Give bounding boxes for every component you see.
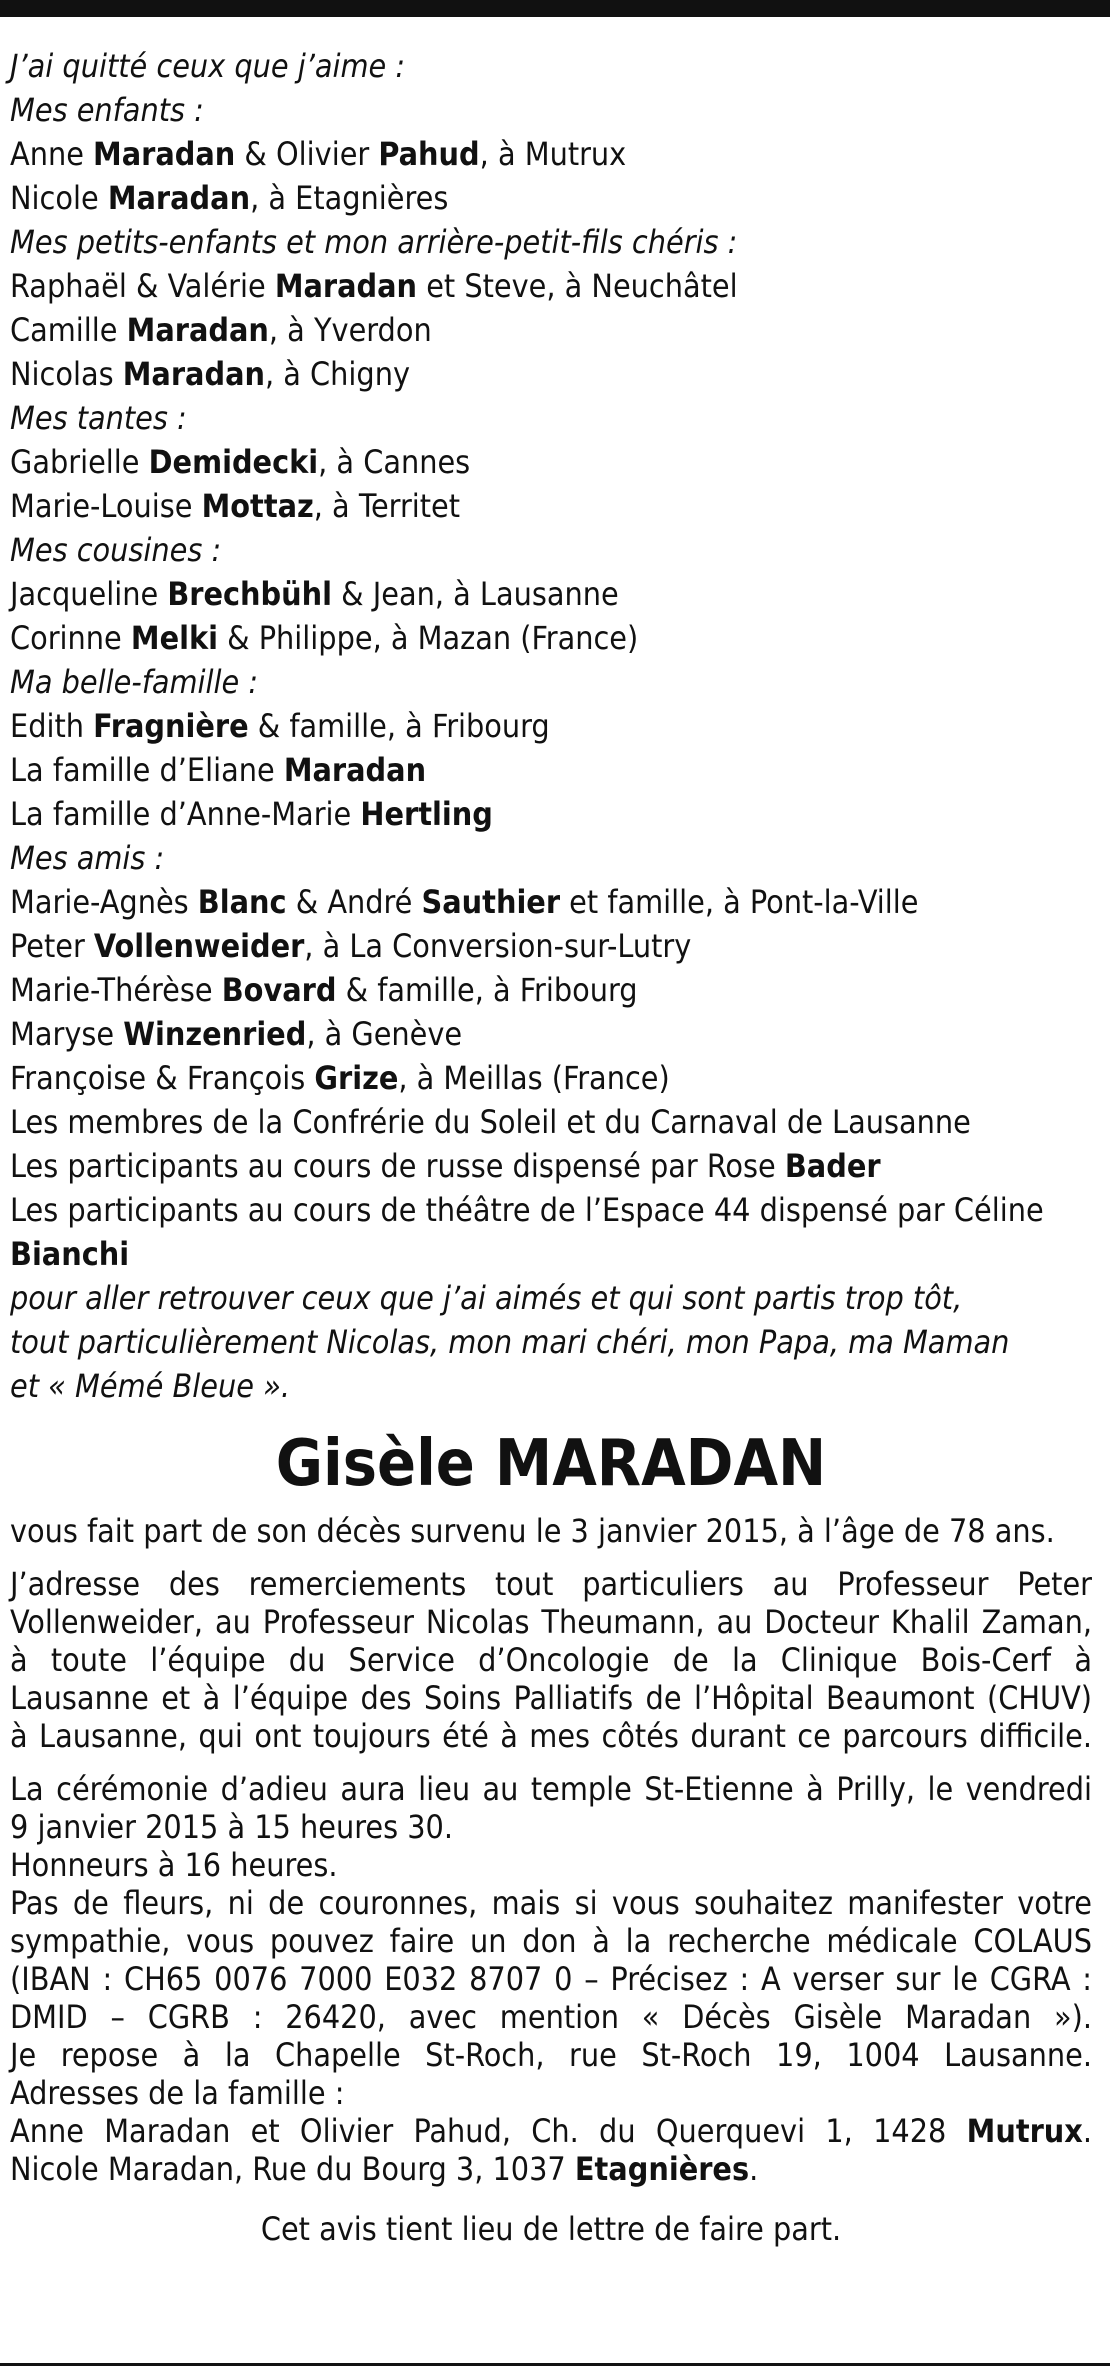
text-run: & Jean, à Lausanne — [332, 575, 619, 613]
surname: Melki — [130, 619, 218, 657]
text-run: Honneurs à 16 heures. — [10, 1846, 338, 1884]
text-run: DMID – CGRB : 26420, avec mention « Décès Gisèle Maradan »). — [10, 1998, 1092, 2036]
text-run: Marie-Agnès — [10, 883, 198, 921]
ceremony-line — [10, 1808, 1092, 1846]
text-run: Camille — [10, 311, 127, 349]
surname: Bader — [784, 1147, 881, 1185]
text-run: & famille, à Fribourg — [336, 971, 638, 1009]
surname: Maradan — [283, 751, 427, 789]
surname: Pahud — [378, 135, 480, 173]
group-heading: Mes tantes : — [10, 399, 187, 437]
text-run: et famille, à Pont-la-Ville — [560, 883, 919, 921]
surname: Maradan — [107, 179, 251, 217]
family-member-line — [10, 308, 1092, 352]
thanks-line: à Lausanne, qui ont toujours été à mes côtés durant ce parcours difficile. — [10, 1717, 1092, 1755]
family-member-line — [10, 1232, 1092, 1276]
text-run: Marie-Louise — [10, 487, 202, 525]
ceremony-line — [10, 1998, 1092, 2036]
thanks-line: Lausanne et à l’équipe des Soins Palliatifs de l’Hôpital Beaumont (CHUV) — [10, 1679, 1092, 1717]
surname: Mottaz — [201, 487, 314, 525]
text-run: (IBAN : CH65 0076 7000 E032 8707 0 – Précisez : A verser sur le CGRA : — [10, 1960, 1092, 1998]
obituary-notice — [10, 44, 1092, 2248]
text-run: Anne Maradan et Olivier Pahud, Ch. du Querquevi 1, 1428 — [10, 2112, 967, 2150]
thanks-line: Vollenweider, au Professeur Nicolas Theumann, au Docteur Khalil Zaman, — [10, 1603, 1092, 1641]
text-run: Nicolas — [10, 355, 123, 393]
text-run: Marie-Thérèse — [10, 971, 222, 1009]
surname: Hertling — [360, 795, 493, 833]
text-run: , à Mutrux — [479, 135, 627, 173]
text-run: Raphaël & Valérie — [10, 267, 275, 305]
family-member-line — [10, 616, 1092, 660]
ceremony-line — [10, 2036, 1092, 2074]
text-run: . — [749, 2150, 759, 2188]
text-run: Les participants au cours de théâtre de l’Espace 44 dispensé par Céline — [10, 1191, 1044, 1229]
family-member-line — [10, 176, 1092, 220]
text-run: . — [1082, 2112, 1092, 2150]
family-member-line — [10, 968, 1092, 1012]
text-run: La cérémonie d’adieu aura lieu au temple St-Etienne à Prilly, le vendredi — [10, 1770, 1092, 1808]
family-member-line — [10, 352, 1092, 396]
surname: Blanc — [197, 883, 287, 921]
family-member-line — [10, 880, 1092, 924]
announcement-line: vous fait part de son décès survenu le 3 janvier 2015, à l’âge de 78 ans. — [10, 1512, 1055, 1550]
surname: Bovard — [221, 971, 337, 1009]
text-run: , à La Conversion-sur-Lutry — [304, 927, 692, 965]
text-run: Nicole — [10, 179, 108, 217]
group-heading: Mes petits-enfants et mon arrière-petit-fils chéris : — [10, 223, 738, 261]
surname: Mutrux — [966, 2112, 1083, 2150]
surname: Demidecki — [148, 443, 319, 481]
ceremony-line — [10, 1770, 1092, 1808]
family-member-line — [10, 572, 1092, 616]
text-run: , à Etagnières — [250, 179, 449, 217]
ceremony-line — [10, 1960, 1092, 1998]
family-member-line — [10, 924, 1092, 968]
family-list — [10, 88, 1092, 1276]
text-run: La famille d’Anne-Marie — [10, 795, 361, 833]
intro-line: J’ai quitté ceux que j’aime : — [10, 47, 406, 85]
text-run: & André — [286, 883, 422, 921]
text-run: , à Chigny — [264, 355, 410, 393]
text-run: Je repose à la Chapelle St-Roch, rue St-Roch 19, 1004 Lausanne. — [10, 2036, 1092, 2074]
family-member-line — [10, 748, 1092, 792]
text-run: , à Yverdon — [268, 311, 432, 349]
text-run: Les participants au cours de russe dispensé par Rose — [10, 1147, 785, 1185]
family-member-line — [10, 484, 1092, 528]
family-member-line — [10, 264, 1092, 308]
text-run: , à Meillas (France) — [398, 1059, 670, 1097]
surname: Maradan — [126, 311, 269, 349]
surname: Grize — [314, 1059, 399, 1097]
group-heading: Mes amis : — [10, 839, 165, 877]
family-member-line — [10, 704, 1092, 748]
deceased-name: Gisèle MARADAN — [275, 1427, 827, 1501]
text-run: & Olivier — [235, 135, 379, 173]
surname: Sauthier — [421, 883, 561, 921]
group-heading: Mes enfants : — [10, 91, 204, 129]
announcement-paragraph — [10, 1512, 1092, 1550]
farewell-line: tout particulièrement Nicolas, mon mari chéri, mon Papa, ma Maman — [10, 1323, 1010, 1361]
text-run: Corinne — [10, 619, 131, 657]
surname: Winzenried — [123, 1015, 307, 1053]
ceremony-line — [10, 2112, 1092, 2150]
family-member-line — [10, 1188, 1092, 1232]
surname: Maradan — [274, 267, 418, 305]
text-run: Adresses de la famille : — [10, 2074, 345, 2112]
surname: Fragnière — [93, 707, 249, 745]
ceremony-line — [10, 1884, 1092, 1922]
thanks-line: J’adresse des remerciements tout particuliers au Professeur Peter — [10, 1565, 1092, 1603]
text-run: & Philippe, à Mazan (France) — [217, 619, 639, 657]
ceremony-line — [10, 2150, 1092, 2188]
text-run: , à Territet — [313, 487, 461, 525]
text-run: sympathie, vous pouvez faire un don à la recherche médicale COLAUS — [10, 1922, 1092, 1960]
text-run: Peter — [10, 927, 94, 965]
ceremony-paragraph — [10, 1770, 1092, 2188]
text-run: Françoise & François — [10, 1059, 315, 1097]
surname: Maradan — [122, 355, 265, 393]
text-run: et Steve, à Neuchâtel — [417, 267, 738, 305]
top-rule — [0, 0, 1110, 17]
group-heading: Ma belle-famille : — [10, 663, 259, 701]
surname: Bianchi — [10, 1235, 130, 1273]
surname: Vollenweider — [93, 927, 305, 965]
text-run: Edith — [10, 707, 94, 745]
closing-note: Cet avis tient lieu de lettre de faire part. — [260, 2210, 842, 2248]
text-run: , à Genève — [306, 1015, 463, 1053]
surname: Maradan — [93, 135, 236, 173]
farewell-text — [10, 1276, 1092, 1408]
text-run: Maryse — [10, 1015, 124, 1053]
ceremony-line — [10, 1922, 1092, 1960]
text-run: , à Cannes — [318, 443, 471, 481]
surname: Etagnières — [574, 2150, 750, 2188]
farewell-line: pour aller retrouver ceux que j’ai aimés et qui sont partis trop tôt, — [10, 1279, 963, 1317]
text-run: & famille, à Fribourg — [248, 707, 550, 745]
family-member-line — [10, 1056, 1092, 1100]
family-member-line — [10, 440, 1092, 484]
surname: Brechbühl — [167, 575, 333, 613]
family-member-line — [10, 792, 1092, 836]
text-run: Pas de fleurs, ni de couronnes, mais si vous souhaitez manifester votre — [10, 1884, 1092, 1922]
family-member-line — [10, 1144, 1092, 1188]
bottom-rule — [0, 2363, 1110, 2366]
text-run: Nicole Maradan, Rue du Bourg 3, 1037 — [10, 2150, 575, 2188]
farewell-line: et « Mémé Bleue ». — [10, 1367, 290, 1405]
thanks-line: à toute l’équipe du Service d’Oncologie de la Clinique Bois-Cerf à — [10, 1641, 1092, 1679]
text-run: Anne — [10, 135, 94, 173]
text-run: 9 janvier 2015 à 15 heures 30. — [10, 1808, 453, 1846]
family-member-line — [10, 132, 1092, 176]
text-run: La famille d’Eliane — [10, 751, 284, 789]
family-member-line — [10, 1012, 1092, 1056]
thanks-paragraph — [10, 1565, 1092, 1755]
text-run: Les membres de la Confrérie du Soleil et du Carnaval de Lausanne — [10, 1103, 971, 1141]
ceremony-line — [10, 1846, 1092, 1884]
group-heading: Mes cousines : — [10, 531, 222, 569]
text-run: Jacqueline — [10, 575, 168, 613]
text-run: Gabrielle — [10, 443, 149, 481]
ceremony-line — [10, 2074, 1092, 2112]
family-member-line — [10, 1100, 1092, 1144]
